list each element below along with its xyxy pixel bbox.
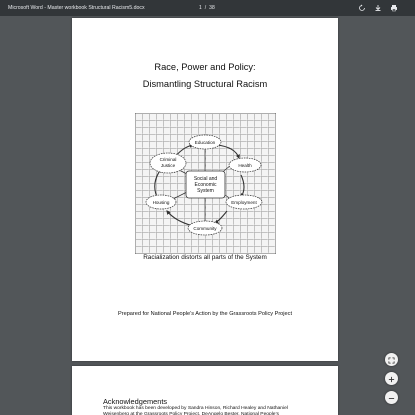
diagram-caption: Racialization distorts all parts of the System (143, 254, 267, 261)
prepared-by-text: Prepared for National People’s Action by the Grassroots Policy Project (117, 311, 292, 317)
zoom-in-icon (388, 370, 395, 388)
node-label-criminal-justice-2: Justice (160, 163, 176, 168)
zoom-in-button[interactable] (385, 372, 398, 385)
page-separator: / (204, 5, 207, 11)
print-icon[interactable] (390, 4, 398, 12)
center-label-line-2: Economic (194, 182, 217, 188)
total-pages: 38 (209, 5, 215, 11)
zoom-out-button[interactable] (385, 391, 398, 404)
document-page-2 (72, 366, 338, 415)
download-icon[interactable] (374, 4, 382, 12)
fit-page-button[interactable] (385, 353, 398, 366)
zoom-out-icon (388, 389, 395, 407)
page-title-line-1: Race, Power and Policy: (154, 62, 256, 72)
acknowledgements-body: This workbook has been developed by Sandra Hinson, Richard Healey and Nathaniel Weisenberg at the Grassroots Policy Project, DeAngelo Bester, National People’s (103, 406, 288, 415)
acknowledgements-heading: Acknowledgements (103, 397, 168, 406)
page-indicator (199, 5, 215, 11)
node-label-health: Health (238, 163, 252, 168)
node-label-education: Education (194, 140, 216, 145)
fit-page-icon (388, 351, 395, 369)
node-label-employment: Employment (231, 200, 257, 205)
pdf-toolbar (0, 0, 415, 16)
center-label-line-1: Social and (193, 176, 218, 182)
node-label-community: Community (193, 226, 217, 231)
document-title: Microsoft Word - Master workbook Structural Racism5.docx (8, 5, 145, 11)
rotate-icon[interactable] (358, 4, 366, 12)
current-page-number[interactable]: 1 (199, 5, 202, 11)
structural-racism-diagram (135, 113, 276, 254)
document-page-1 (72, 18, 338, 361)
center-label-line-3: System (197, 188, 214, 194)
node-label-housing: Housing (152, 200, 170, 205)
page-title-line-2: Dismantling Structural Racism (142, 79, 268, 89)
node-label-criminal-justice-1: Criminal (159, 157, 177, 162)
